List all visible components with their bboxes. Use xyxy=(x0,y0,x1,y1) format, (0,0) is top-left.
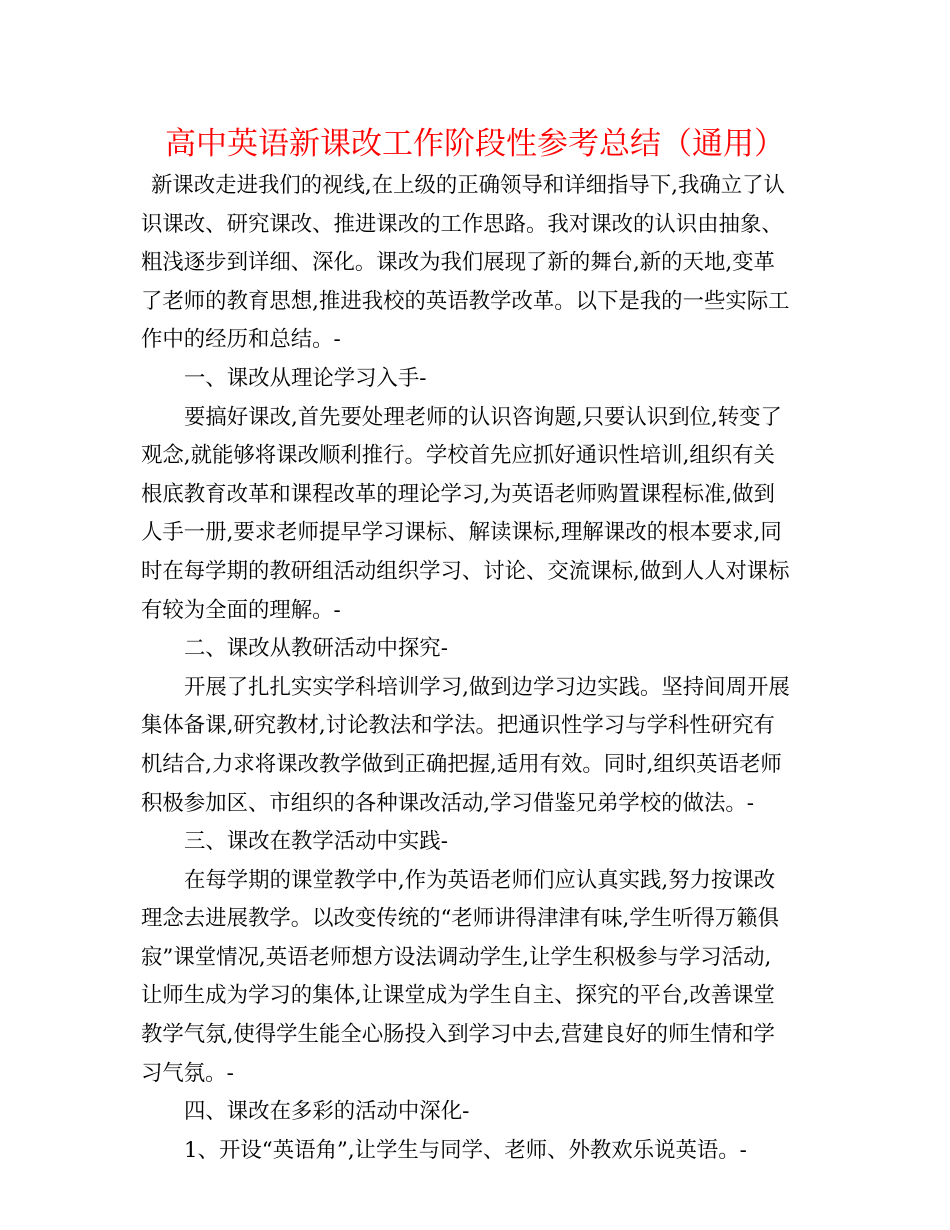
paragraph-line: 二、课改从教研活动中探究- xyxy=(184,636,448,662)
paragraph-line: 观念,就能够将课改顺利推行。学校首先应抓好通识性培训,组织有关 xyxy=(141,443,775,469)
paragraph-line: 有较为全面的理解。- xyxy=(141,597,341,623)
paragraph-line: 教学气氛,使得学生能全心肠投入到学习中去,营建良好的师生情和学 xyxy=(141,1022,775,1048)
paragraph-line: 三、课改在教学活动中实践- xyxy=(184,829,448,855)
paragraph-line: 一、课改从理论学习入手- xyxy=(184,365,427,391)
paragraph-line: 识课改、研究课改、推进课改的工作思路。我对课改的认识由抽象、 xyxy=(141,211,783,237)
paragraph-line: 人手一册,要求老师提早学习课标、解读课标,理解课改的根本要求,同 xyxy=(141,520,782,546)
paragraph-line: 开展了扎扎实实学科培训学习,做到边学习边实践。坚持间周开展 xyxy=(184,674,790,700)
paragraph-line: 粗浅逐步到详细、深化。课改为我们展现了新的舞台,新的天地,变革 xyxy=(141,250,775,276)
paragraph-line: 在每学期的课堂教学中,作为英语老师们应认真实践,努力按课改 xyxy=(184,867,776,893)
paragraph-line: 积极参加区、市组织的各种课改活动,学习借鉴兄弟学校的做法。- xyxy=(141,790,754,816)
paragraph-line: 时在每学期的教研组活动组织学习、讨论、交流课标,做到人人对课标 xyxy=(141,558,790,584)
paragraph-line: 要搞好课改,首先要处理老师的认识咨询题,只要认识到位,转变了 xyxy=(184,404,782,430)
paragraph-line: 集体备课,研究教材,讨论教法和学法。把通识性学习与学科性研究有 xyxy=(141,713,775,739)
paragraph-line: 新课改走进我们的视线,在上级的正确领导和详细指导下,我确立了认 xyxy=(151,173,785,198)
paragraph-line: 机结合,力求将课改教学做到正确把握,适用有效。同时,组织英语老师 xyxy=(141,751,782,777)
paragraph-line: 习气氛。- xyxy=(141,1060,234,1086)
paragraph-line: 作中的经历和总结。- xyxy=(141,327,341,353)
document-title: 高中英语新课改工作阶段性参考总结（通用） xyxy=(165,126,785,162)
paragraph-line: 了老师的教育思想,推进我校的英语教学改革。以下是我的一些实际工 xyxy=(141,288,790,314)
paragraph-line: 让师生成为学习的集体,让课堂成为学生自主、探究的平台,改善课堂 xyxy=(141,983,775,1009)
paragraph-line: 寂”课堂情况,英语老师想方设法调动学生,让学生积极参与学习活动, xyxy=(141,944,772,970)
document-body xyxy=(141,167,813,1170)
paragraph-line: 四、课改在多彩的活动中深化- xyxy=(184,1099,470,1125)
paragraph-line: 根底教育改革和课程改革的理论学习,为英语老师购置课程标准,做到 xyxy=(141,481,775,507)
paragraph-line: 1、开设“英语角”,让学生与同学、老师、外教欢乐说英语。- xyxy=(184,1137,747,1163)
paragraph-line: 理念去进展教学。以改变传统的“老师讲得津津有味,学生听得万籁俱 xyxy=(141,906,780,932)
